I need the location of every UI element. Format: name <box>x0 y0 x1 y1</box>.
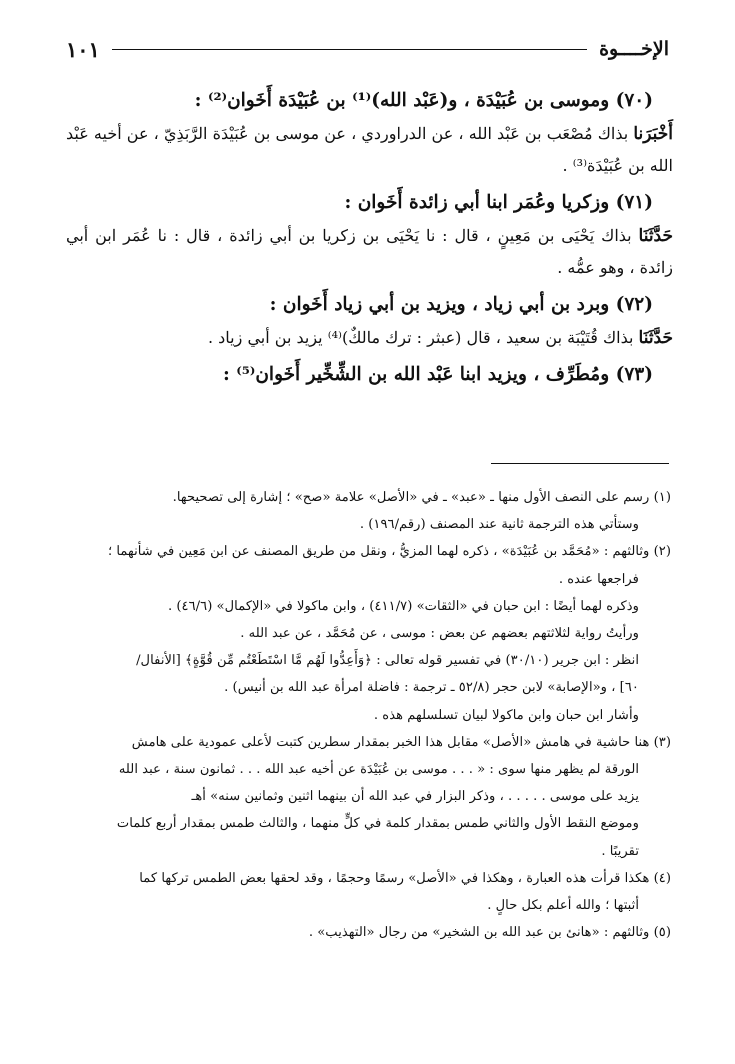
footnote-3-line: وموضع النقط الأول والثاني طمس بمقدار كلمة في كلٍّ منهما ، والثالث طمس بمقدار أربع كلمات <box>116 816 639 832</box>
entry-heading-72: (٧٢) وبرد بن أبي زياد ، ويزيد بن أبي زياد أَخَوان : <box>269 294 653 315</box>
header-rule <box>112 49 587 50</box>
footnotes <box>64 484 671 946</box>
footnote-2-line: ٦٠] ، و«الإصابة» لابن حجر (٥٢/٨ ـ ترجمة : فاضلة امرأة عبد الله بن أنيس) . <box>224 680 639 696</box>
entry-body-text: بذاك مُصْعَب بن عَبْد الله ، عن الدراوردي ، عن موسى بن عُبَيْدَة الرَّبَذِيّ ، عن أخيه عَبْد الله بن عُبَيْدَة⁽³⁾ . <box>66 124 673 175</box>
entry-body-70 <box>66 118 673 182</box>
main-text <box>66 84 673 392</box>
entry-heading-71: (٧١) وزكريا وعُمَر ابنا أبي زائدة أَخَوان : <box>344 192 653 213</box>
entry-body-text: بذاك يَحْيَى بن مَعِينٍ ، قال : نا يَحْيَى بن زكريا بن أبي زائدة ، قال : نا عُمَر ابن أبي زائدة ، وهو عمُّه . <box>66 226 673 277</box>
footnote-2-line: ورأيتُ رواية لثلاثتهم بعضهم عن بعض : موسى ، عن مُحَمَّد ، عن عبد الله . <box>240 626 639 642</box>
entry-body-72 <box>66 322 673 354</box>
footnote-3-line: تقريبًا . <box>601 843 639 859</box>
entry-lead-word: حَدَّثَنَا <box>638 226 673 246</box>
footnote-2-line: انظر : ابن جرير (٣٠/١٠) في تفسير قوله تعالى : ﴿وَأَعِدُّوا لَهُم مَّا اسْتَطَعْتُم مِّن قُوَّةٍ﴾ [الأنفال/ <box>136 653 639 669</box>
footnote-5-line: (٥) وثالثهم : «هانئ بن عبد الله بن الشخير» من رجال «التهذيب» . <box>308 925 671 941</box>
footnote-1-line: وستأتي هذه الترجمة ثانية عند المصنف (رقم/١٩٦) . <box>359 517 639 533</box>
footnote-4-line: (٤) هكذا قرأت هذه العبارة ، وهكذا في «الأصل» رسمًا وحجمًا ، وقد لحقها بعض الطمس تركها كما <box>139 870 671 886</box>
entry-body-71 <box>66 220 673 284</box>
entry-body-text: بذاك قُتَيْبَة بن سعيد ، قال (عبثر : ترك مالكٌ)⁽⁴⁾ يزيد بن أبي زياد . <box>208 328 639 347</box>
entry-heading-73: (٧٣) ومُطَرِّف ، ويزيد ابنا عَبْد الله بن الشِّخِّير أَخَوان⁽⁵⁾ : <box>222 364 653 385</box>
footnote-3-line: (٣) هنا حاشية في هامش «الأصل» مقابل هذا الخبر بمقدار سطرين كتبت لأعلى عمودية على هامش <box>131 734 671 750</box>
page-header <box>66 34 669 64</box>
entry-heading-70: (٧٠) وموسى بن عُبَيْدَة ، و(عَبْد الله)⁽¹⁾ بن عُبَيْدَة أَخَوان⁽²⁾ : <box>194 90 653 111</box>
entry-lead-word: حَدَّثَنَا <box>638 328 673 348</box>
footnote-2-line: وأشار ابن حبان وابن ماكولا لبيان تسلسلهم هذه . <box>373 707 639 723</box>
footnote-2-line: وذكره لهما أيضًا : ابن حبان في «الثقات» (٤١١/٧) ، وابن ماكولا في «الإكمال» (٤٦/٦) . <box>167 598 639 614</box>
footnote-separator <box>491 463 669 464</box>
page-number: ١٠١ <box>66 36 100 62</box>
footnote-3-line: الورقة لم يظهر منها سوى : « . . . موسى بن عُبَيْدَة عن أخيه عبد الله . . . ثمانون سنة ، عبد الله <box>118 762 639 778</box>
footnote-3-line: يزيد على موسى . . . . . ، وذكر البزار في عبد الله أن بينهما اثنين وثمانين سنه» أهـ <box>191 789 639 805</box>
footnote-1-line: (١) رسم على النصف الأول منها ـ «عبد» ـ في «الأصل» علامة «صح» ؛ إشارة إلى تصحيحها. <box>172 490 671 505</box>
footnote-2-line: (٢) وثالثهم : «مُحَمَّد بن عُبَيْدَة» ، ذكره لهما المزيُّ ، ونقل من طريق المصنف عن ابن مَعِين في شأنهما ؛ <box>108 544 671 560</box>
footnote-2-line: فراجعها عنده . <box>558 571 639 587</box>
footnote-4-line: أثبتها ؛ والله أعلم بكل حالٍ . <box>487 898 639 914</box>
entry-lead-word: أَخْبَرَنا <box>633 124 673 144</box>
running-title: الإخــــوة <box>599 38 669 60</box>
